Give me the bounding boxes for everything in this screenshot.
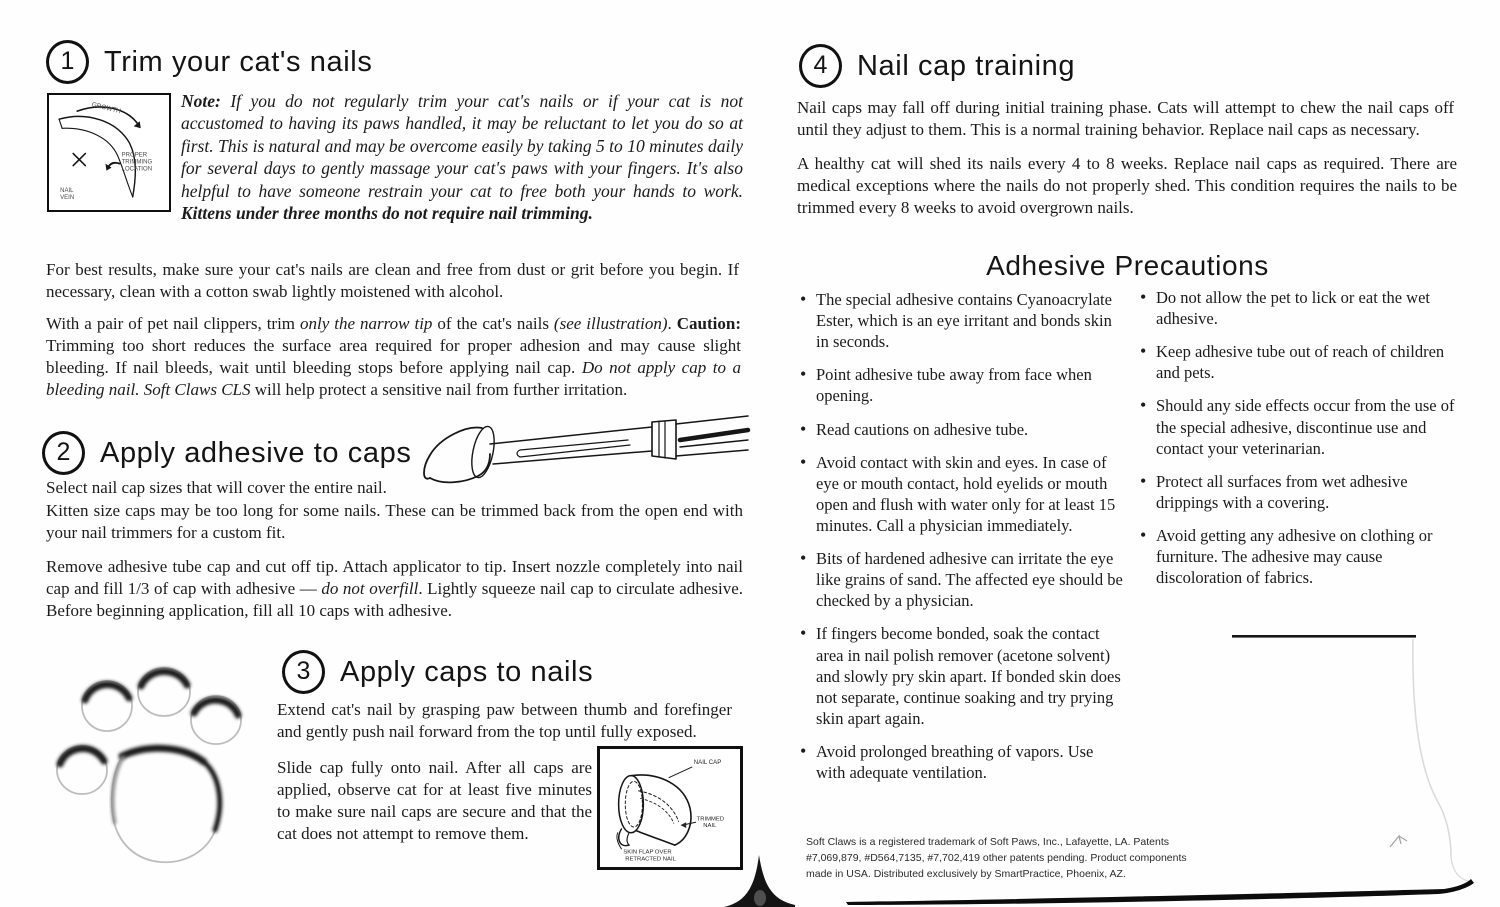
diagram-label-skin-flap-1: SKIN FLAP OVER [623,849,672,856]
list-item: • Protect all surfaces from wet adhesive drippings with a covering. [1139,471,1464,513]
section-4-number-badge: 4 [799,44,842,88]
page-edge-line [1413,639,1451,856]
precautions-right-list [1139,287,1464,600]
diagram-label-vein: VEIN [60,194,75,201]
list-item: • Avoid contact with skin and eyes. In case of eye or mouth contact, hold eyelids or mouth open and flush with water only for at least 15 minutes. Call a physician immediately. [799,452,1124,536]
list-item: • Avoid getting any adhesive on clothing or furniture. The adhesive may cause discoloration of fabrics. [1139,525,1464,588]
diagram-label-location: LOCATION [121,166,153,173]
list-item: • Bits of hardened adhesive can irritate the eye like grains of sand. The affected eye should be checked by a physician. [799,548,1124,611]
section-3-header [282,650,593,694]
section-2-title: Apply adhesive to caps [100,436,412,469]
list-item: • Avoid prolonged breathing of vapors. Use with adequate ventilation. [799,741,1124,783]
section-1-header [46,40,372,84]
training-paragraph-1: Nail caps may fall off during initial training phase. Cats will attempt to chew the nail caps off until they adjust to them. This is a normal training behavior. Replace nail caps as necessary. [797,98,1454,140]
cat-ear-highlight [754,890,766,906]
section-3-title: Apply caps to nails [340,655,594,688]
nail-cap-diagram [597,746,743,870]
section-1-title: Trim your cat's nails [104,45,373,78]
section-4-header [799,44,1075,88]
list-item: • The special adhesive contains Cyanoacrylate Ester, which is an eye irritant and bonds skin in seconds. [799,289,1124,352]
diagram-label-growth: GROWTH [90,101,122,116]
divider-rule [1232,635,1416,638]
adhesive-paragraph-3: Remove adhesive tube cap and cut off tip. Attach applicator to tip. Insert nozzle completely into nail cap and fill 1/3 of cap with adhesive — do not overfill. Lightly squeeze nail cap to circulate adhesive. Before beginning application, fill all 10 caps with adhesive. [46,557,743,621]
paw-print-illustration [52,658,252,883]
list-item: • Do not allow the pet to lick or eat the wet adhesive. [1139,287,1464,329]
note-paragraph: Note: If you do not regularly trim your cat's nails or if your cat is not accustomed to having its paws handled, it may be reluctant to let you do so at first. This is natural and may be overcome easily by taking 5 to 10 minutes daily for several days to gently massage your cat's paws with your fingers. It's also helpful to have someone restrain your cat to free both your hands to work. Kittens under three months do not require nail trimming. [181,91,743,223]
diagram-label-trimmed-nail: NAIL [703,823,717,830]
section-2-number-badge: 2 [42,431,85,475]
caps-paragraph-2: Slide cap fully onto nail. After all caps are applied, observe cat for at least five minutes to make sure nail caps are secure and that the cat does not attempt to remove them. [277,758,592,844]
list-item: • Point adhesive tube away from face when opening. [799,364,1124,406]
adhesive-paragraph-1: Select nail cap sizes that will cover the entire nail. [46,478,387,497]
list-item: • Keep adhesive tube out of reach of children and pets. [1139,341,1464,383]
diagram-label-nail: NAIL [60,187,74,194]
diagram-label-proper: PROPER [121,152,148,159]
section-2-header [42,431,411,475]
diagram-label-trimmed: TRIMMED [696,816,725,823]
section-4-title: Nail cap training [857,49,1076,82]
precautions-left-list [799,289,1124,795]
list-item: • If fingers become bonded, soak the contact area in nail polish remover (acetone solvent) and slowly pry skin apart. If bonded skin does not separate, continue soaking and try prying skin apart again. [799,623,1124,729]
precautions-heading: Adhesive Precautions [986,250,1269,281]
page-corner-curve [1451,856,1472,882]
adhesive-applicator-illustration [420,414,748,506]
list-item: • Should any side effects occur from the use of the special adhesive, discontinue use and contact your veterinarian. [1139,395,1464,458]
section-1-number-badge: 1 [46,40,89,84]
nail-trim-diagram [47,93,171,212]
stray-mark [1390,836,1407,847]
diagram-label-nail-cap: NAIL CAP [693,759,722,767]
training-paragraph-2: A healthy cat will shed its nails every 4 to 8 weeks. Replace nail caps as required. There are medical exceptions where the nails do not properly shed. This condition requires the nails to be trimmed every 8 weeks to avoid overgrown nails. [797,154,1457,218]
bottom-edge-line [846,879,1474,905]
list-item: • Read cautions on adhesive tube. [799,419,1124,440]
section-3-number-badge: 3 [282,650,325,694]
trim-paragraph-2: With a pair of pet nail clippers, trim only the narrow tip of the cat's nails (see illustration). Caution: Trimming too short reduces the surface area required for proper adhesion and may cause slight bleeding. If nail bleeds, wait until bleeding stops before applying nail cap. Do not apply cap to a bleeding nail. Soft Claws CLS will help protect a sensitive nail from further irritation. [46,314,741,400]
diagram-label-skin-flap-2: RETRACTED NAIL [625,856,676,863]
adhesive-paragraph-2: Kitten size caps may be too long for some nails. These can be trimmed back from the open end with your nail trimmers for a custom fit. [46,501,743,543]
caps-paragraph-1: Extend cat's nail by grasping paw between thumb and forefinger and gently push nail forward from the top until fully exposed. [277,700,732,742]
fine-print: Soft Claws is a registered trademark of Soft Paws, Inc., Lafayette, LA. Patents #7,069,879, #D564,7135, #7,702,419 other patents pending. Product components made in USA. Distributed exclusively by SmartPractice, Phoenix, AZ. [806,836,1187,880]
trim-paragraph-1: For best results, make sure your cat's nails are clean and free from dust or grit before you begin. If necessary, clean with a cotton swab lightly moistened with alcohol. [46,260,739,302]
diagram-label-trimming: TRIMMING [121,159,153,166]
